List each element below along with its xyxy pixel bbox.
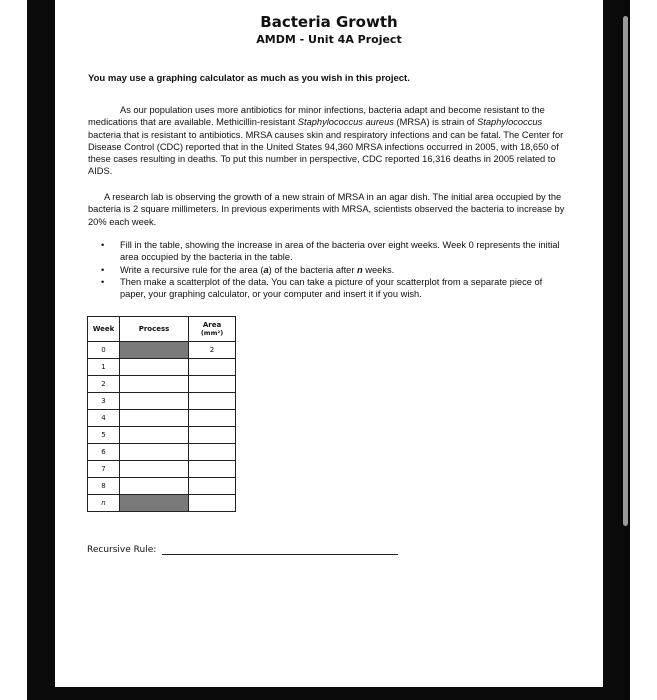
header-area-label: Area — [202, 321, 222, 329]
viewer-frame-left — [27, 0, 55, 700]
instruction-item — [99, 239, 569, 264]
area-cell[interactable] — [189, 410, 236, 427]
process-cell[interactable] — [120, 461, 189, 478]
week-cell: 5 — [88, 427, 120, 444]
table-row — [88, 495, 236, 512]
recursive-rule-label: Recursive Rule: — [87, 545, 157, 555]
process-cell — [120, 342, 189, 359]
table-row — [88, 359, 236, 376]
vertical-scrollbar[interactable] — [623, 16, 628, 526]
process-cell[interactable] — [120, 410, 189, 427]
week-cell: 3 — [88, 393, 120, 410]
instruction-run: ) of the bacteria after — [268, 264, 358, 275]
area-cell[interactable] — [189, 495, 236, 512]
area-cell[interactable] — [189, 461, 236, 478]
viewer-frame-bottom — [27, 687, 630, 700]
instruction-run: Write a recursive rule for the area ( — [120, 264, 264, 275]
process-cell[interactable] — [120, 427, 189, 444]
table-row — [88, 427, 236, 444]
process-cell[interactable] — [120, 393, 189, 410]
area-cell[interactable] — [189, 393, 236, 410]
week-cell: 2 — [88, 376, 120, 393]
table-row — [88, 461, 236, 478]
week-cell: 1 — [88, 359, 120, 376]
paragraph-text: As our population uses more antibiotics for minor infections, bacteria adapt and become resistant to the medications that are available. Methicillin-resistant — [88, 105, 545, 128]
header-area-unit: (mm²) — [200, 329, 224, 337]
growth-table — [87, 316, 236, 512]
week-cell: 8 — [88, 478, 120, 495]
process-cell[interactable] — [120, 444, 189, 461]
table-row — [88, 410, 236, 427]
week-cell: 4 — [88, 410, 120, 427]
area-cell[interactable] — [189, 444, 236, 461]
variable-name: a — [263, 264, 269, 275]
document-title: Bacteria Growth — [260, 13, 398, 31]
area-cell: 2 — [189, 342, 236, 359]
table-row — [88, 342, 236, 359]
bullet-icon: • — [101, 276, 105, 287]
area-cell[interactable] — [189, 427, 236, 444]
area-cell[interactable] — [189, 478, 236, 495]
table-row — [88, 393, 236, 410]
week-cell: 7 — [88, 461, 120, 478]
process-cell — [120, 495, 189, 512]
calculator-note: You may use a graphing calculator as much as you wish in this project. — [88, 73, 410, 84]
recursive-rule — [87, 545, 398, 555]
instruction-run: weeks. — [362, 264, 395, 275]
header-area — [189, 317, 236, 342]
instruction-run: Then make a scatterplot of the data. You can take a picture of your scatterplot from a separate piece of paper, your graphing calculator, or your computer and insert it if you wish. — [120, 276, 543, 300]
document-subtitle: AMDM - Unit 4A Project — [256, 33, 402, 46]
paragraph-research-lab: A research lab is observing the growth of a new strain of MRSA in an agar dish. The initial area occupied by the bacteria is 2 square millimeters. In previous experiments with MRSA, scientists observed the bacteria to increase by 20% each week. — [88, 192, 565, 227]
header-week: Week — [88, 317, 120, 342]
instructions-list — [99, 239, 569, 300]
week-cell: 0 — [88, 342, 120, 359]
area-cell[interactable] — [189, 359, 236, 376]
paragraph-text: bacteria that is resistant to antibiotics. MRSA causes skin and respiratory infections and can be fatal. The Center for Disease Control (CDC) reported that in the United States 94,360 MRSA infections occurred in 2005, with 18,650 of these cases resulting in deaths. To put this number in perspective, CDC reported 16,316 deaths in 2005 related to AIDS. — [88, 129, 564, 177]
document-page — [55, 0, 603, 687]
paragraph-text: (MRSA) is strain of — [393, 117, 478, 128]
variable-name: n — [357, 264, 363, 275]
table-row — [88, 478, 236, 495]
paragraph-mrsa-background — [88, 104, 568, 178]
instruction-text — [120, 264, 569, 276]
species-name: Staphylococcus — [477, 117, 543, 128]
table-row — [88, 444, 236, 461]
instruction-item — [99, 264, 569, 276]
process-cell[interactable] — [120, 478, 189, 495]
area-cell[interactable] — [189, 376, 236, 393]
instruction-text — [120, 276, 569, 301]
bullet-icon: • — [101, 240, 105, 250]
week-cell: n — [88, 495, 120, 512]
header-process: Process — [120, 317, 189, 342]
process-cell[interactable] — [120, 376, 189, 393]
bullet-icon: • — [101, 264, 105, 275]
species-name: Staphylococcus aureus — [297, 117, 394, 128]
week-cell: 6 — [88, 444, 120, 461]
instruction-item — [99, 276, 569, 301]
table-row — [88, 376, 236, 393]
instruction-text — [120, 239, 569, 264]
process-cell[interactable] — [120, 359, 189, 376]
recursive-rule-answer-line[interactable] — [162, 545, 398, 555]
instruction-run: Fill in the table, showing the increase in area of the bacteria over eight weeks. Week 0 represents the initial area occupied by the bacteria in the table. — [120, 240, 560, 263]
